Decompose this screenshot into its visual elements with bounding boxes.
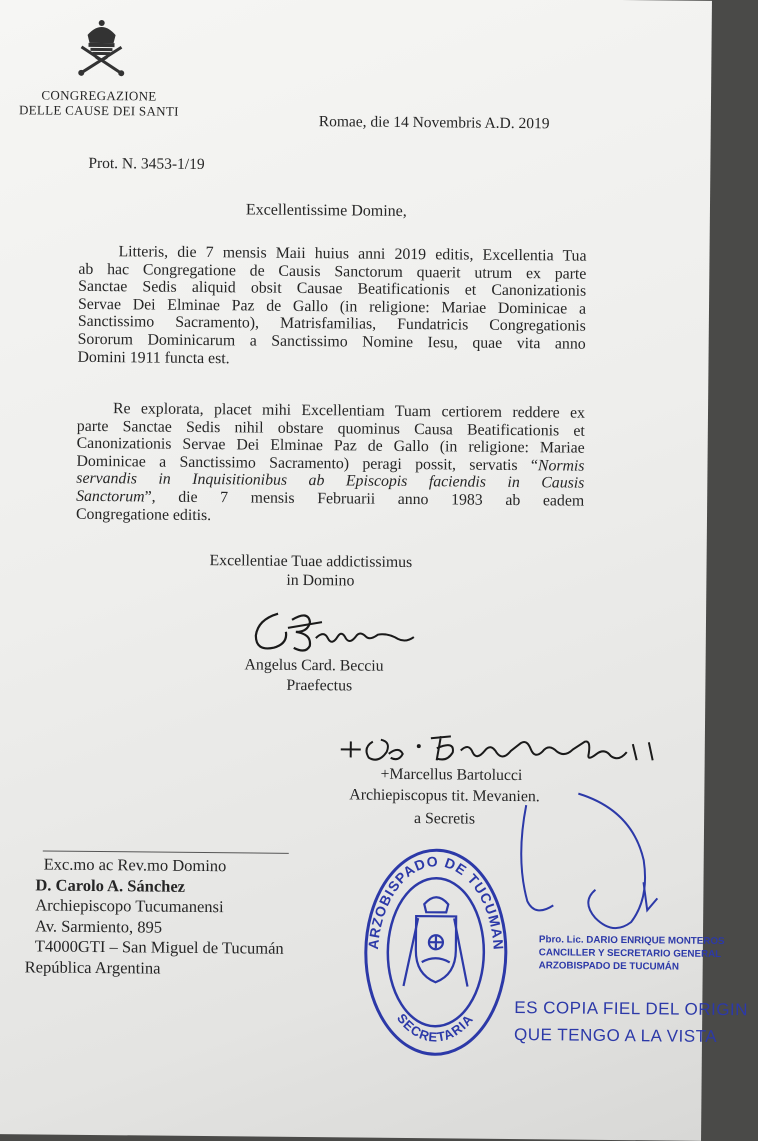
congregation-name	[13, 87, 185, 119]
certification-line-1: ES COPIA FIEL DEL ORIGIN	[514, 998, 749, 1020]
congregation-line1: CONGREGAZIONE	[41, 87, 157, 104]
prefect-signature	[248, 601, 429, 663]
letter-date: Romae, die 14 Novembris A.D. 2019	[318, 113, 550, 133]
addressee-line: República Argentina	[24, 956, 161, 978]
certification-line-2: QUE TENGO A LA VISTA	[513, 1025, 718, 1046]
paragraph-2-line: parte Sanctae Sedis nihil obstare quominus Causa Beatificationis et	[76, 417, 585, 440]
addressee-line: Av. Sarmiento, 895	[34, 915, 163, 937]
paragraph-1-line: ab hac Congregatione de Causis Sanctorum quaerit utrum ex parte	[78, 260, 587, 283]
paragraph-1	[77, 243, 586, 371]
addressee-block	[25, 854, 285, 979]
secretary-office: a Secretis	[414, 810, 476, 828]
congregation-line2: DELLE CAUSE DEI SANTI	[18, 102, 179, 119]
paragraph-2-italic: Sanctorum	[76, 487, 145, 506]
closing-line-2: in Domino	[286, 571, 355, 590]
paragraph-2-line: Re explorata, placet mihi Excellentiam Tuam certiorem reddere ex	[112, 400, 586, 422]
prefect-title: Praefectus	[286, 676, 353, 695]
chancellor-name: Pbro. Lic. DARIO ENRIQUE MONTEROS	[538, 934, 725, 948]
chancellor-title: CANCILLER Y SECRETARIO GENERAL	[538, 947, 722, 961]
stamp-bottom-text: SECRETARIA	[393, 1010, 477, 1045]
paragraph-2-line: servandis in Inquisitionibus ab Episcopis faciendis in Causis	[76, 470, 585, 493]
paragraph-1-line: Servae Dei Elminae Paz de Gallo (in religione: Mariae Dominicae a	[77, 295, 587, 318]
addressee-line: T4000GTI – San Miguel de Tucumán	[34, 936, 284, 958]
paragraph-1-line: Sororum Dominicarum a Sanctissimo Nomine Iesu, quae vita anno	[77, 330, 586, 353]
secretary-title: Archiepiscopus tit. Mevanien.	[349, 786, 540, 806]
addressee-name: D. Carolo A. Sánchez	[35, 874, 186, 896]
addressee-line: Archiepiscopo Tucumanensi	[35, 895, 224, 917]
certification-stamp	[514, 994, 748, 1050]
paragraph-1-line: Domini 1911 functa est.	[77, 348, 230, 367]
paragraph-1-line: Sanctae Sedis aliquid obsit Causae Beatificationis et Canonizationis	[78, 277, 587, 300]
stamp-top-text: ARZOBISPADO DE TUCUMAN	[364, 852, 507, 952]
chancellor-office: ARZOBISPADO DE TUCUMÁN	[538, 960, 679, 973]
addressee-line: Exc.mo ac Rev.mo Domino	[43, 854, 227, 876]
paragraph-1-line: Sanctissimo Sacramento), Matrisfamilias, Fundatricis Congregationis	[77, 313, 586, 336]
paragraph-2	[76, 400, 585, 528]
paragraph-2-italic: Normis	[537, 457, 585, 475]
chancellor-signature	[497, 789, 698, 941]
paragraph-1-line: Litteris, die 7 mensis Maii huius anni 2019 editis, Excellentia Tua	[118, 243, 587, 265]
paragraph-2-text: ”, die 7 mensis Februarii anno 1983 ab eadem	[144, 488, 585, 510]
stamp-emblem-icon	[403, 897, 468, 987]
prefect-name: Angelus Card. Becciu	[244, 656, 384, 675]
address-divider	[43, 850, 289, 853]
paragraph-2-line: Congregatione editis.	[75, 505, 212, 524]
svg-text:SECRETARIA	[394, 1010, 477, 1045]
closing-line-1: Excellentiae Tuae addictissimus	[209, 552, 413, 572]
protocol-number: Prot. N. 3453-1/19	[88, 154, 205, 174]
salutation: Excellentissime Domine,	[245, 201, 407, 220]
chancellor-signature-block	[539, 933, 725, 974]
paragraph-2-text: Dominicae a Sanctissimo Sacramento) peragi possit, servatis “	[76, 452, 539, 475]
paragraph-2-line: Canonizationis Servae Dei Elminae Paz de Gallo (in religione: Mariae	[76, 434, 585, 457]
papal-crest-icon	[73, 17, 130, 78]
archdiocese-stamp	[361, 846, 511, 1059]
secretary-name: +Marcellus Bartolucci	[380, 765, 523, 785]
